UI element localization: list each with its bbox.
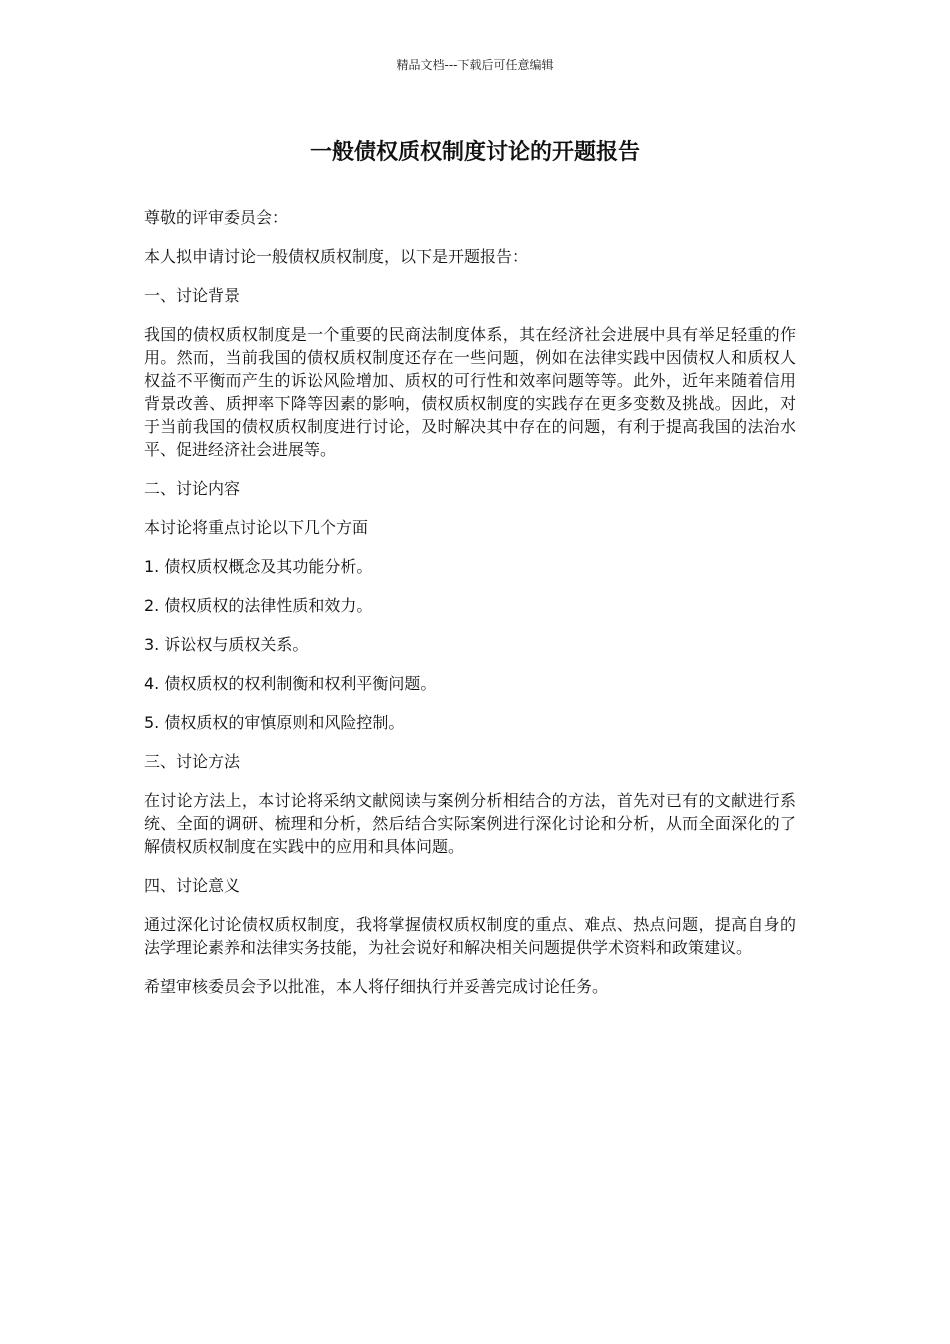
list-item: 2. 债权质权的法律性质和效力。 [144, 596, 373, 615]
list-item: 5. 债权质权的审慎原则和风险控制。 [144, 713, 405, 732]
header-note: 精品文档---下载后可任意编辑 [396, 58, 554, 72]
section-heading-background: 一、讨论背景 [144, 286, 241, 305]
background-paragraph: 我国的债权质权制度是一个重要的民商法制度体系，其在经济社会进展中具有举足轻重的作用。然而，当前我国的债权质权制度还存在一些问题，例如在法律实践中因债权人和质权人权益不平衡而产生的诉讼风险增加、质权的可行性和效率问题等等。此外，近年来随着信用背景改善、质押率下降等因素的影响，债权质权制度的实践存在更多变数及挑战。因此，对于当前我国的债权质权制度进行讨论，及时解决其中存在的问题，有利于提高我国的法治水平、促进经济社会进展等。 [144, 325, 796, 459]
list-item: 4. 债权质权的权利制衡和权利平衡问题。 [144, 674, 437, 693]
method-paragraph: 在讨论方法上，本讨论将采纳文献阅读与案例分析相结合的方法，首先对已有的文献进行系统、全面的调研、梳理和分析，然后结合实际案例进行深化讨论和分析，从而全面深化的了解债权质权制度在实践中的应用和具体问题。 [144, 791, 796, 856]
list-item: 1. 债权质权概念及其功能分析。 [144, 557, 373, 576]
content-lead: 本讨论将重点讨论以下几个方面 [144, 518, 369, 537]
section-heading-method: 三、讨论方法 [144, 752, 241, 771]
section-heading-significance: 四、讨论意义 [144, 876, 241, 895]
document-title: 一般债权质权制度讨论的开题报告 [309, 140, 640, 165]
document-body [144, 206, 796, 1014]
list-item: 3. 诉讼权与质权关系。 [144, 635, 309, 654]
topic-list [144, 555, 796, 734]
salutation: 尊敬的评审委员会： [144, 208, 289, 227]
section-heading-content: 二、讨论内容 [144, 479, 241, 498]
significance-paragraph: 通过深化讨论债权质权制度，我将掌握债权质权制度的重点、难点、热点问题，提高自身的法学理论素养和法律实务技能，为社会说好和解决相关问题提供学术资料和政策建议。 [144, 915, 796, 957]
closing-paragraph: 希望审核委员会予以批准，本人将仔细执行并妥善完成讨论任务。 [144, 977, 609, 996]
intro-paragraph: 本人拟申请讨论一般债权质权制度，以下是开题报告： [144, 247, 529, 266]
